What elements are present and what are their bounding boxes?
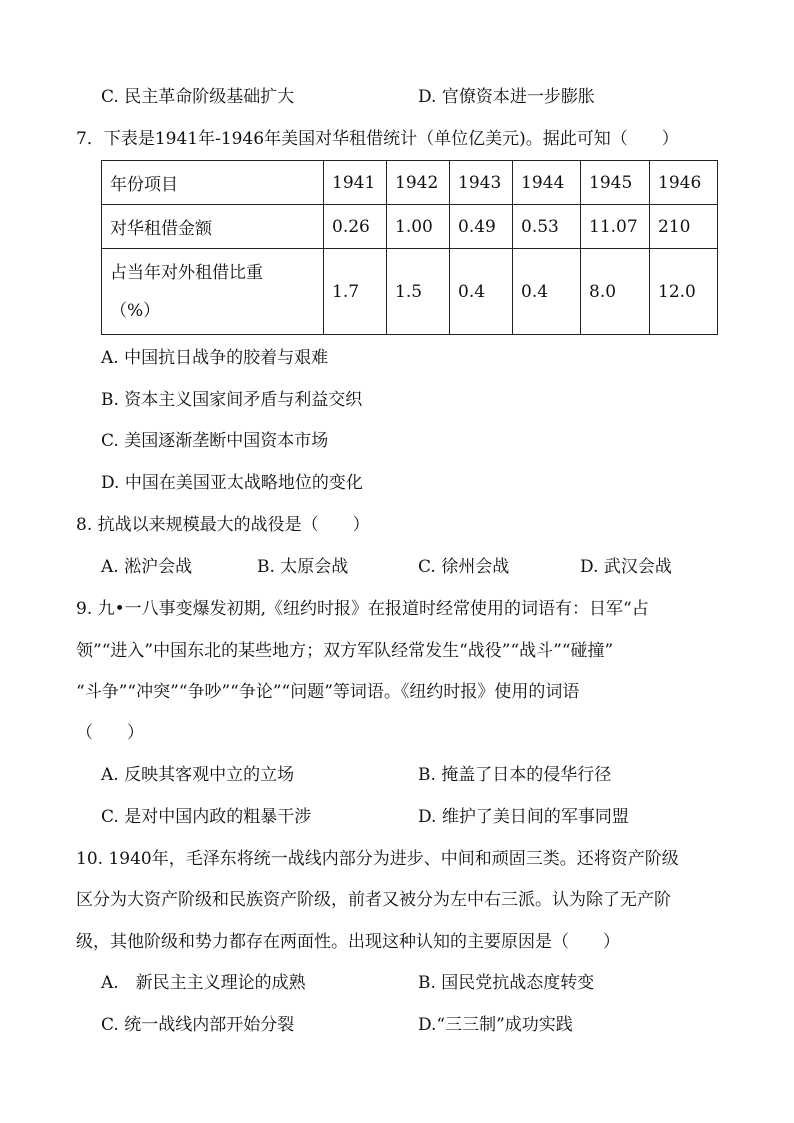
- year-cell: 1941: [324, 161, 387, 205]
- q9-option-b: B. 掩盖了日本的侵华行径: [418, 765, 612, 785]
- ratio-cell: 0.4: [450, 249, 513, 335]
- ratio-cell: 1.5: [387, 249, 450, 335]
- q7-option-c: C. 美国逐渐垄断中国资本市场: [101, 431, 329, 451]
- q9-option-c: C. 是对中国内政的粗暴干涉: [101, 807, 312, 827]
- amount-cell: 1.00: [387, 205, 450, 249]
- year-cell: 1945: [581, 161, 650, 205]
- q9-option-a: A. 反映其客观中立的立场: [101, 765, 295, 785]
- q8-option-c: C. 徐州会战: [418, 557, 510, 577]
- amount-cell: 210: [650, 205, 718, 249]
- ratio-label-line1: 占当年对外租借比重: [110, 262, 263, 283]
- ratio-label-line2: （%）: [110, 300, 161, 321]
- q8-option-a: A. 淞沪会战: [101, 557, 193, 577]
- table-row-ratio: [102, 249, 718, 335]
- q8-option-d: D. 武汉会战: [580, 557, 672, 577]
- year-cell: 1946: [650, 161, 718, 205]
- ratio-cell: 12.0: [650, 249, 718, 335]
- q10-option-a: A. 新民主主义理论的成熟: [101, 973, 306, 993]
- q8-stem: 8. 抗战以来规模最大的战役是（ ）: [76, 515, 370, 535]
- q10-option-b: B. 国民党抗战态度转变: [418, 973, 595, 993]
- year-cell: 1944: [513, 161, 581, 205]
- q10-option-d: D.“三三制”成功实践: [418, 1015, 573, 1035]
- year-cell: 1942: [387, 161, 450, 205]
- q7-option-a: A. 中国抗日战争的胶着与艰难: [101, 348, 329, 368]
- q10-stem-line2: 区分为大资产阶级和民族资产阶级，前者又被分为左中右三派。认为除了无产阶: [76, 890, 671, 910]
- q9-stem-line2: 领”“进入”中国东北的某些地方；双方军队经常发生“战役”“战斗”“碰撞”: [76, 641, 614, 661]
- q9-stem-line1: 9. 九•一八事变爆发初期,《纽约时报》在报道时经常使用的词语有：日军“占: [76, 599, 649, 619]
- q8-option-b: B. 太原会战: [257, 557, 349, 577]
- table-row-amount: [102, 205, 718, 249]
- q7-stem: 7．下表是1941年-1946年美国对华租借统计（单位亿美元)。据此可知（ ）: [76, 129, 679, 149]
- q9-stem-line4: （ ）: [76, 723, 144, 743]
- amount-cell: 0.53: [513, 205, 581, 249]
- row-label: 对华租借金额: [102, 205, 324, 249]
- q7-option-d: D. 中国在美国亚太战略地位的变化: [101, 473, 363, 493]
- ratio-cell: 1.7: [324, 249, 387, 335]
- ratio-cell: 8.0: [581, 249, 650, 335]
- q10-option-c: C. 统一战线内部开始分裂: [101, 1015, 295, 1035]
- table-header-label: 年份项目: [102, 161, 324, 205]
- row-label: [102, 249, 324, 335]
- q6-option-c: C. 民主革命阶级基础扩大: [101, 87, 295, 107]
- q10-stem-line1: 10. 1940年，毛泽东将统一战线内部分为进步、中间和顽固三类。还将资产阶级: [76, 849, 679, 869]
- ratio-cell: 0.4: [513, 249, 581, 335]
- amount-cell: 0.49: [450, 205, 513, 249]
- lend-lease-table: [101, 160, 718, 335]
- q10-stem-line3: 级，其他阶级和势力都存在两面性。出现这种认知的主要原因是（ ）: [76, 932, 620, 952]
- year-cell: 1943: [450, 161, 513, 205]
- amount-cell: 11.07: [581, 205, 650, 249]
- q9-option-d: D. 维护了美日间的军事同盟: [418, 807, 629, 827]
- q6-option-d: D. 官僚资本进一步膨胀: [418, 87, 595, 107]
- q7-option-b: B. 资本主义国家间矛盾与利益交织: [101, 390, 363, 410]
- amount-cell: 0.26: [324, 205, 387, 249]
- q9-stem-line3: “斗争”“冲突”“争吵”“争论”“问题”等词语。《纽约时报》使用的词语: [76, 682, 580, 702]
- table-header-row: [102, 161, 718, 205]
